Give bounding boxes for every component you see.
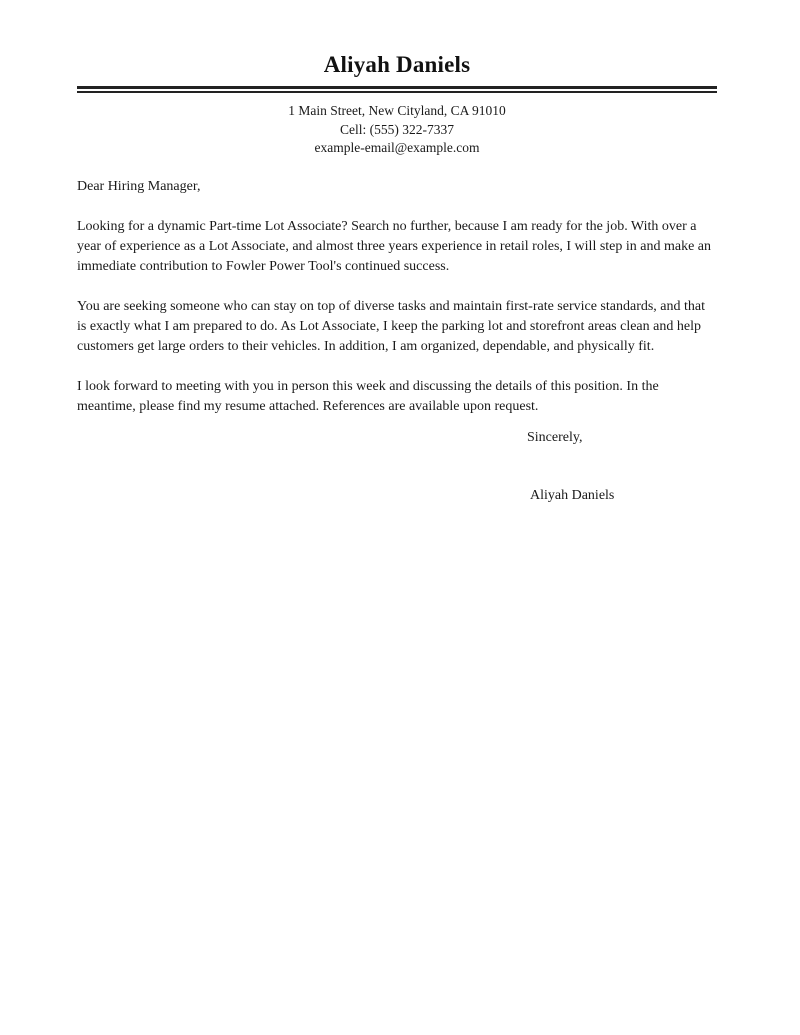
letter-body [77, 177, 717, 417]
signature-name: Aliyah Daniels [530, 487, 615, 503]
contact-address: 1 Main Street, New Cityland, CA 91010 [288, 103, 506, 118]
body-paragraph: You are seeking someone who can stay on top of diverse tasks and maintain first-rate service standards, and that is exactly what I am prepared to do. As Lot Associate, I keep the parking lot and storefront areas clean and help customers get large orders to their vehicles. In addition, I am organized, dependable, and physically fit. [77, 298, 706, 354]
contact-phone: Cell: (555) 322-7337 [340, 121, 454, 137]
header-divider [77, 86, 717, 93]
cover-letter-content [77, 0, 717, 506]
salutation: Dear Hiring Manager, [77, 178, 201, 194]
contact-email: example-email@example.com [314, 140, 480, 155]
contact-block [77, 102, 717, 158]
signature-block [77, 428, 717, 506]
body-paragraph: I look forward to meeting with you in person this week and discussing the details of this position. In the meantime, please find my resume attached. References are available upon request. [77, 378, 659, 414]
body-paragraph: Looking for a dynamic Part-time Lot Associate? Search no further, because I am ready for the job. With over a year of experience as a Lot Associate, and almost three years experience in retail roles, I will step in and make an immediate contribution to Fowler Power Tool's continued success. [77, 218, 712, 274]
closing-salutation: Sincerely, [527, 429, 583, 445]
page-title: Aliyah Daniels [323, 52, 471, 77]
header-divider-thin-rule [77, 91, 717, 93]
